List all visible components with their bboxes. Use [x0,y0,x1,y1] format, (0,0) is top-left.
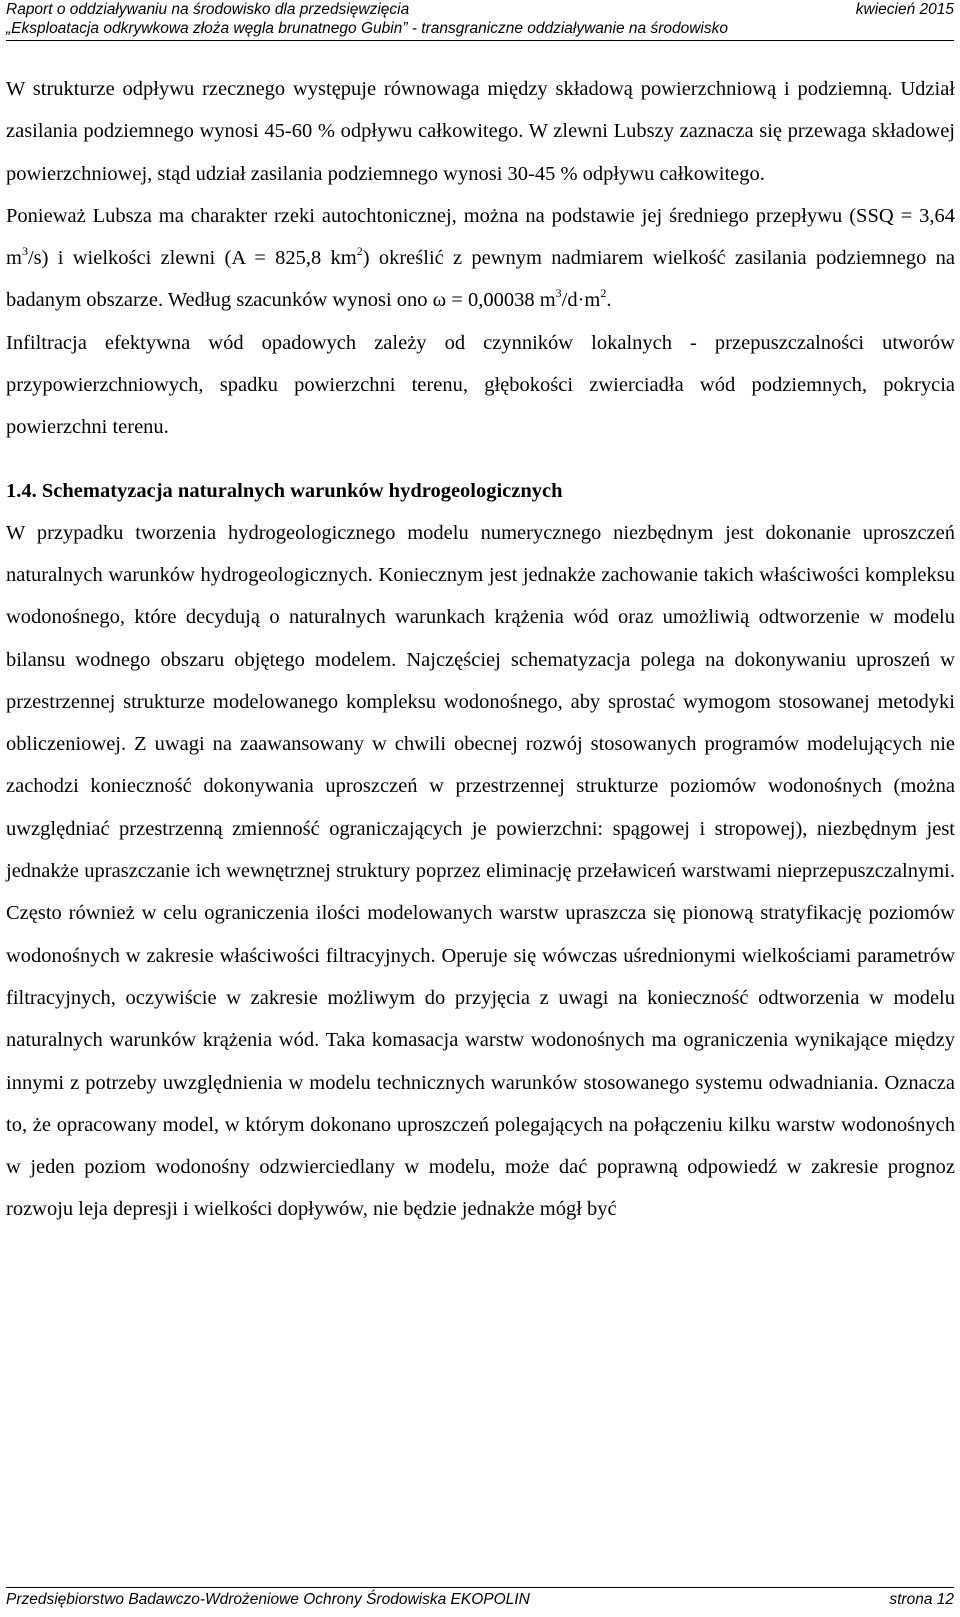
footer-rule [6,1587,954,1588]
page-header [6,0,954,41]
header-bottom-row [6,19,954,38]
superscript: 2 [356,244,363,259]
paragraph-lubsza-recharge [6,195,955,322]
superscript: 2 [600,286,607,301]
text-run: /d·m [561,289,601,312]
project-title: „Eksploatacja odkrywkowa złoża węgla brunatnego Gubin” - transgraniczne oddziaływanie na środowisko [6,20,728,37]
page-footer [6,1587,954,1609]
text-run: /s) i wielkości zlewni (A = 825,8 km [27,247,357,270]
footer-company: Przedsiębiorstwo Badawczo-Wdrożeniowe Ochrony Środowiska EKOPOLIN [6,1591,530,1608]
header-top-row [6,0,954,19]
paragraph-runoff-structure: W strukturze odpływu rzecznego występuje równowaga między składową powierzchniową i podziemną. Udział zasilania podziemnego wynosi 45-60 % odpływu całkowitego. W zlewni Lubszy zaznacza się przewaga składowej powierzchniowej, stąd udział zasilania podziemnego wynosi 30-45 % odpływu całkowitego. [6,78,955,185]
superscript: 3 [555,286,562,301]
text-run: . [606,289,612,312]
paragraph-infiltration: Infiltracja efektywna wód opadowych zależy od czynników lokalnych - przepuszczalności utworów przypowierzchniowych, spadku powierzchni terenu, głębokości zwierciadła wód podziemnych, pokrycia powierzchni terenu. [6,331,955,439]
page-number: strona 12 [889,1591,954,1608]
report-title: Raport o oddziaływaniu na środowisko dla przedsięwzięcia [6,1,410,18]
text-run: ) określić z pewnym nadmiarem wielkość zasilania podziemnego na badanym obszarze. Według szacunków wynosi ono ω = 0,00038 m [6,247,955,312]
report-date: kwiecień 2015 [855,1,954,18]
paragraph-schematization: W przypadku tworzenia hydrogeologicznego modelu numerycznego niezbędnym jest dokonanie uproszczeń naturalnych warunków hydrogeologicznych. Koniecznym jest jednakże zachowanie takich właściwości kompleksu wodonośnego, które decydują o naturalnych warunkach krążenia wód oraz umożliwią odtworzenie w modelu bilansu wodnego obszaru objętego modelem. Najczęściej schematyzacja polega na dokonywaniu uproszeń w przestrzennej strukturze modelowanego kompleksu wodonośnego, aby sprostać wymogom stosowanej metodyki obliczeniowej. Z uwagi na zaawansowany w chwili obecnej rozwój stosowanych programów modelujących nie zachodzi konieczność dokonywania uproszczeń w przestrzennej strukturze poziomów wodonośnych (można uwzględniać przestrzenną zmienność ograniczających je powierzchni: spągowej i stropowej), niezbędnym jest jednakże upraszczanie ich wewnętrznej struktury poprzez eliminację przeławiceń warstwami nieprzepuszczalnymi. Często również w celu ograniczenia ilości modelowanych warstw upraszcza się pionową stratyfikację poziomów wodonośnych w zakresie właściwości filtracyjnych. Operuje się wówczas uśrednionymi wielkościami parametrów filtracyjnych, oczywiście w zakresie możliwym do przyjęcia z uwagi na konieczność odtworzenia w modelu naturalnych warunków krążenia wód. Taka komasacja warstw wodonośnych ma ograniczenia wynikające między innymi z potrzeby uwzględnienia w modelu technicznych warunków stosowanego systemu odwadniania. Oznacza to, że opracowany model, w którym dokonano uproszczeń polegających na połączeniu kilku warstw wodonośnych w jeden poziom wodonośny odzwierciedlany w modelu, może dać poprawną odpowiedź w zakresie prognoz rozwoju leja depresji i wielkości dopływów, nie będzie jednakże mógł być [6,521,955,1221]
footer-row [6,1591,954,1609]
header-rule [6,40,954,41]
superscript: 3 [21,244,28,259]
text-run: Ponieważ Lubsza ma charakter rzeki autochtonicznej, można na podstawie jej średniego przepływu (SSQ = 3,64 m [6,204,955,270]
page-body [6,68,955,1231]
section-heading: 1.4. Schematyzacja naturalnych warunków hydrogeologicznych [6,479,563,502]
